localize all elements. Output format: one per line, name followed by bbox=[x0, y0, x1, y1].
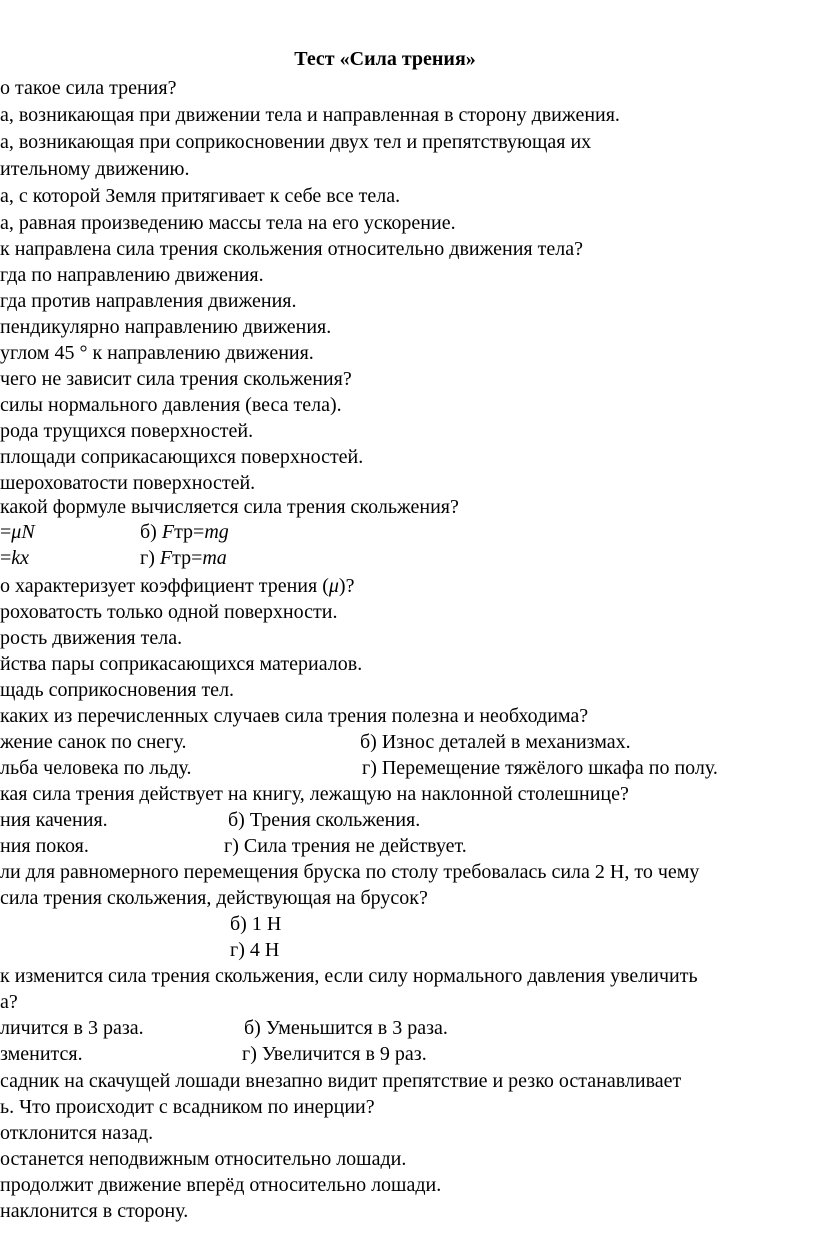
text-line: сила трения скольжения, действующая на брусок? bbox=[0, 887, 428, 909]
text-line: продолжит движение вперёд относительно лошади. bbox=[0, 1174, 442, 1196]
text-line: площади соприкасающихся поверхностей. bbox=[0, 446, 364, 468]
text-line: кая сила трения действует на книгу, лежащую на наклонной столешнице? bbox=[0, 783, 629, 805]
text-line: пендикулярно направлению движения. bbox=[0, 316, 332, 338]
page-title: Тест «Сила трения» bbox=[294, 48, 476, 70]
text-line: а? bbox=[0, 991, 18, 1013]
formula-b: б) Fтр=mg bbox=[140, 521, 229, 543]
text-line: а, с которой Земля притягивает к себе все тела. bbox=[0, 185, 401, 207]
formula-line-2 bbox=[0, 545, 227, 571]
text-line: рода трущихся поверхностей. bbox=[0, 420, 254, 442]
text-line: зменится. г) Увеличится в 9 раз. bbox=[0, 1043, 427, 1065]
text-line: ительному движению. bbox=[0, 158, 190, 180]
text-line: щадь соприкосновения тел. bbox=[0, 679, 235, 701]
formula-c-var: kx bbox=[11, 547, 30, 569]
text-line: рость движения тела. bbox=[0, 627, 183, 649]
text-line: ния качения. б) Трения скольжения. bbox=[0, 809, 421, 831]
text-line: отклонится назад. bbox=[0, 1122, 154, 1144]
formula-c: = bbox=[0, 547, 12, 569]
text-line: а, возникающая при движении тела и направленная в сторону движения. bbox=[0, 104, 620, 126]
text-line: наклонится в сторону. bbox=[0, 1200, 189, 1222]
formula-line-1 bbox=[0, 519, 229, 545]
text-line: жение санок по снегу. б) Износ деталей в механизмах. bbox=[0, 731, 631, 753]
text-line: ния покоя. г) Сила трения не действует. bbox=[0, 835, 467, 857]
formula-a-var: μN bbox=[11, 521, 35, 543]
text-line: к изменится сила трения скольжения, если силу нормального давления увеличить bbox=[0, 965, 698, 987]
text-line: чего не зависит сила трения скольжения? bbox=[0, 368, 352, 390]
text-line: роховатость только одной поверхности. bbox=[0, 601, 338, 623]
text-line: силы нормального давления (веса тела). bbox=[0, 394, 342, 416]
text-line: а, равная произведению массы тела на его ускорение. bbox=[0, 212, 456, 234]
text-line: каких из перечисленных случаев сила трения полезна и необходима? bbox=[0, 705, 589, 727]
text-line: гда по направлению движения. bbox=[0, 264, 264, 286]
text-line: о такое сила трения? bbox=[0, 77, 177, 99]
text-line: йства пары соприкасающихся материалов. bbox=[0, 653, 363, 675]
formula-a: = bbox=[0, 521, 12, 543]
text-line: ли для равномерного перемещения бруска по столу требовалась сила 2 Н, то чему bbox=[0, 861, 700, 883]
text-line: какой формуле вычисляется сила трения скольжения? bbox=[0, 496, 459, 518]
text-line: льба человека по льду. г) Перемещение тяжёлого шкафа по полу. bbox=[0, 757, 718, 779]
text-line: останется неподвижным относительно лошади. bbox=[0, 1148, 407, 1170]
text-line: а, возникающая при соприкосновении двух тел и препятствующая их bbox=[0, 131, 592, 153]
formula-d: г) Fтр=ma bbox=[140, 547, 227, 569]
text-line: шероховатости поверхностей. bbox=[0, 472, 256, 494]
text-line: о характеризует коэффициент трения (μ)? bbox=[0, 575, 355, 597]
text-line: садник на скачущей лошади внезапно видит препятствие и резко останавливает bbox=[0, 1070, 682, 1092]
text-line: личится в 3 раза. б) Уменьшится в 3 раза. bbox=[0, 1017, 448, 1039]
text-line: углом 45 ° к направлению движения. bbox=[0, 342, 314, 364]
text-line: к направлена сила трения скольжения относительно движения тела? bbox=[0, 238, 583, 260]
text-line: гда против направления движения. bbox=[0, 290, 297, 312]
text-line: ь. Что происходит с всадником по инерции? bbox=[0, 1096, 375, 1118]
